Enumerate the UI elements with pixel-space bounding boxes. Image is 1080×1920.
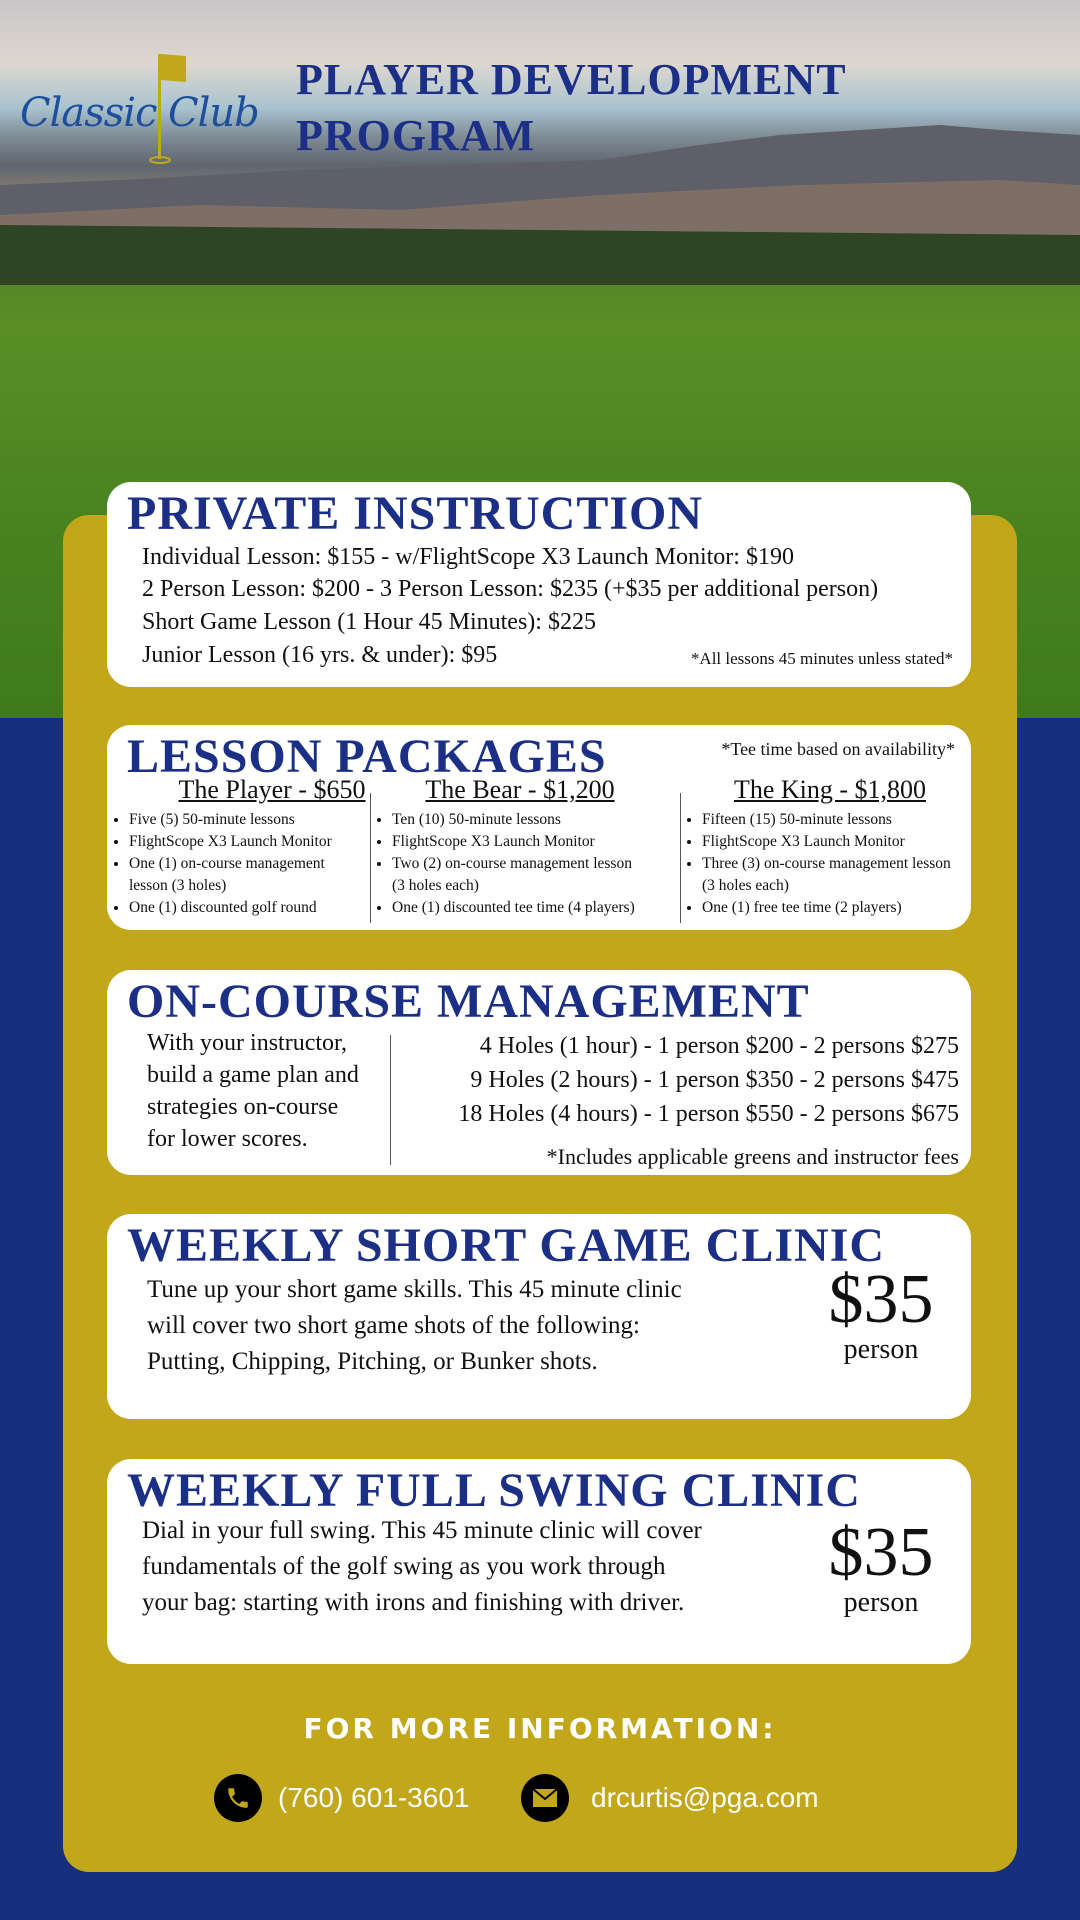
tee-time-note: *Tee time based on availability* — [721, 739, 955, 759]
package-the-player — [107, 775, 407, 919]
description-line: Tune up your short game skills. This 45 minute clinic — [147, 1276, 682, 1303]
description-line: Putting, Chipping, Pitching, or Bunker shots. — [147, 1348, 598, 1375]
package-bullet: • Ten (10) 50-minute lessons — [392, 809, 670, 831]
page-title — [296, 52, 847, 164]
on-course-management-card — [107, 970, 971, 1175]
logo-text-classic: Classic — [20, 90, 157, 136]
classic-club-logo — [20, 50, 285, 165]
description-line: fundamentals of the golf swing as you work through — [142, 1553, 666, 1580]
email-contact[interactable] — [521, 1774, 819, 1822]
gold-panel — [63, 515, 1017, 1872]
price-line: Individual Lesson: $155 - w/FlightScope X3 Launch Monitor: $190 — [142, 544, 794, 570]
package-bullet: • FlightScope X3 Launch Monitor — [129, 831, 407, 853]
email-icon — [521, 1774, 569, 1822]
section-title: ON-COURSE MANAGEMENT — [127, 975, 810, 1028]
phone-icon — [214, 1774, 262, 1822]
package-bullet: • One (1) free tee time (2 players) — [702, 897, 980, 919]
section-title: PRIVATE INSTRUCTION — [127, 487, 704, 540]
price-unit: person — [843, 1334, 919, 1365]
clinic-price — [821, 1261, 941, 1365]
title-line-1: PLAYER DEVELOPMENT — [296, 55, 847, 104]
package-bullet: • Fifteen (15) 50-minute lessons — [702, 809, 980, 831]
clinic-price — [821, 1514, 941, 1618]
package-name: The Bear - $1,200 — [425, 775, 615, 804]
package-bullet: • One (1) on-course management lesson (3 holes) — [129, 853, 359, 897]
price-unit: person — [843, 1587, 919, 1618]
pricing-row: 18 Holes (4 hours) - 1 person $550 - 2 persons $675 — [458, 1101, 959, 1127]
package-the-king — [680, 775, 980, 919]
package-bullet: • FlightScope X3 Launch Monitor — [702, 831, 980, 853]
package-name: The Player - $650 — [178, 775, 366, 804]
price-line: Junior Lesson (16 yrs. & under): $95 — [142, 642, 498, 668]
price-line: Short Game Lesson (1 Hour 45 Minutes): $225 — [142, 609, 596, 635]
package-bullet: • FlightScope X3 Launch Monitor — [392, 831, 670, 853]
description-line: strategies on-course — [147, 1094, 339, 1120]
full-swing-clinic-card — [107, 1459, 971, 1664]
fees-note: *Includes applicable greens and instructor fees — [546, 1144, 959, 1169]
short-game-clinic-card — [107, 1214, 971, 1419]
description-line: for lower scores. — [147, 1126, 308, 1152]
description-line: With your instructor, — [147, 1030, 348, 1056]
description-line: your bag: starting with irons and finishing with driver. — [142, 1589, 685, 1616]
logo-text-club: Club — [168, 90, 259, 136]
package-bullet: • One (1) discounted tee time (4 players) — [392, 897, 670, 919]
phone-contact[interactable] — [214, 1774, 469, 1822]
package-bullet: • Five (5) 50-minute lessons — [129, 809, 407, 831]
price-line: 2 Person Lesson: $200 - 3 Person Lesson: $235 (+$35 per additional person) — [142, 576, 879, 602]
section-title: LESSON PACKAGES — [127, 730, 607, 783]
description-line: Dial in your full swing. This 45 minute clinic will cover — [142, 1517, 702, 1544]
pricing-row: 9 Holes (2 hours) - 1 person $350 - 2 persons $475 — [470, 1067, 959, 1093]
pricing-row: 4 Holes (1 hour) - 1 person $200 - 2 persons $275 — [479, 1033, 959, 1059]
price-amount: $35 — [828, 1514, 934, 1591]
package-name: The King - $1,800 — [733, 775, 927, 804]
more-info-heading: FOR MORE INFORMATION: — [303, 1712, 777, 1745]
description-line: will cover two short game shots of the following: — [147, 1312, 640, 1339]
lesson-packages-card — [107, 725, 971, 930]
package-bullet: • One (1) discounted golf round — [129, 897, 407, 919]
lesson-note: *All lessons 45 minutes unless stated* — [690, 649, 953, 668]
package-the-bear — [370, 775, 670, 919]
column-divider — [390, 1035, 391, 1165]
section-title: WEEKLY FULL SWING CLINIC — [127, 1464, 861, 1517]
description-line: build a game plan and — [147, 1062, 359, 1088]
email-address[interactable]: drcurtis@pga.com — [591, 1782, 819, 1813]
private-instruction-card — [107, 482, 971, 687]
title-line-2: PROGRAM — [296, 111, 536, 160]
package-bullet: • Two (2) on-course management lesson (3 holes each) — [392, 853, 632, 897]
section-title: WEEKLY SHORT GAME CLINIC — [127, 1219, 886, 1272]
phone-number[interactable]: (760) 601-3601 — [278, 1782, 470, 1813]
package-bullet: • Three (3) on-course management lesson (3 holes each) — [702, 853, 962, 897]
price-amount: $35 — [828, 1261, 934, 1338]
